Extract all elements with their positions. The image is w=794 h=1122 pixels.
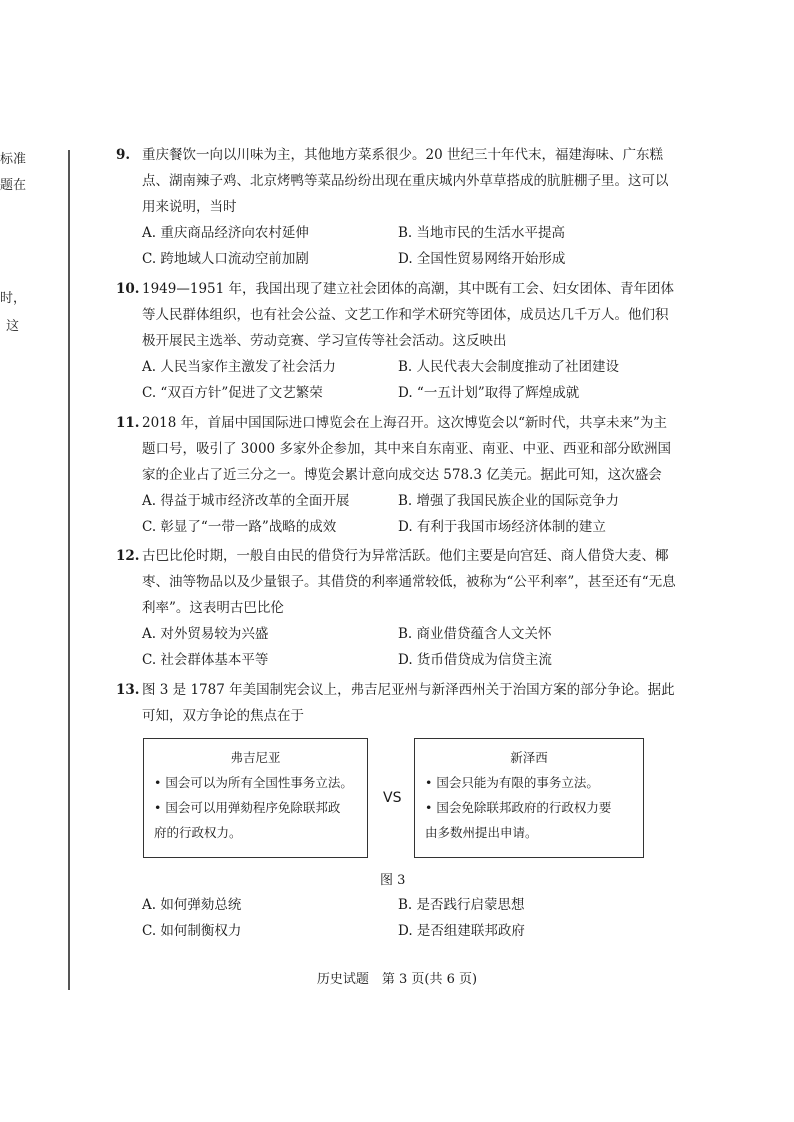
question-11 — [118, 410, 678, 540]
option-d[interactable]: D. 有利于我国市场经济体制的建立 — [398, 519, 606, 535]
option-d[interactable]: D. 是否组建联邦政府 — [398, 923, 525, 939]
question-stem: 古巴比伦时期，一般自由民的借贷行为异常活跃。他们主要是向宫廷、商人借贷大麦、椰枣、油等物品以及少量银子。其借贷的利率通常较低，被称为“公平利率”，甚至还有“无息利率”。这表明古巴比伦 — [142, 548, 676, 616]
question-9 — [118, 142, 678, 272]
box-item: • 国会只能为有限的事务立法。 — [425, 775, 599, 790]
question-number: 12. — [116, 548, 140, 564]
option-a[interactable]: A. 重庆商品经济向农村延伸 — [142, 225, 309, 241]
option-a[interactable]: A. 得益于城市经济改革的全面开展 — [142, 493, 350, 509]
option-a[interactable]: A. 对外贸易较为兴盛 — [142, 626, 269, 642]
option-b[interactable]: B. 增强了我国民族企业的国际竞争力 — [398, 493, 620, 509]
question-number: 13. — [116, 682, 140, 698]
page-footer: 历史试题 第 3 页(共 6 页) — [316, 972, 478, 987]
option-c[interactable]: C. 社会群体基本平等 — [142, 652, 269, 668]
option-b[interactable]: B. 商业借贷蕴含人文关怀 — [398, 626, 552, 642]
option-c[interactable]: C. 彰显了“一带一路”战略的成效 — [142, 519, 337, 535]
option-d[interactable]: D. “一五计划”取得了辉煌成就 — [398, 385, 580, 401]
box-item: • 国会可以为所有全国性事务立法。 — [154, 775, 353, 790]
new-jersey-plan-box — [414, 738, 644, 858]
virginia-plan-box — [143, 738, 368, 858]
question-10 — [118, 276, 678, 406]
question-number: 9. — [116, 147, 131, 163]
option-b[interactable]: B. 当地市民的生活水平提高 — [398, 225, 566, 241]
question-stem: 图 3 是 1787 年美国制宪会议上，弗吉尼亚州与新泽西州关于治国方案的部分争论。据此可知，双方争论的焦点在于 — [142, 682, 675, 724]
binding-line — [68, 150, 70, 990]
question-number: 10. — [116, 281, 140, 297]
box-item: 由多数州提出申请。 — [425, 825, 538, 840]
margin-fragment: 这 — [6, 319, 20, 334]
option-c[interactable]: C. 跨地域人口流动空前加剧 — [142, 251, 309, 267]
question-stem: 2018 年，首届中国国际进口博览会在上海召开。这次博览会以“新时代，共享未来”为主题口号，吸引了 3000 多家外企参加，其中来自东南亚、南亚、中亚、西亚和部分欧洲国家的企业占了近三分之一。博览会累计意向成交达 578.3 亿美元。据此可知，这次盛会 — [142, 415, 671, 483]
option-b[interactable]: B. 人民代表大会制度推动了社团建设 — [398, 359, 620, 375]
box-item: • 国会可以用弹劾程序免除联邦政 — [154, 800, 341, 815]
box-title: 新泽西 — [510, 750, 548, 765]
question-stem: 重庆餐饮一向以川味为主，其他地方菜系很少。20 世纪三十年代末，福建海味、广东糕点、湖南辣子鸡、北京烤鸭等菜品纷纷出现在重庆城内外草草搭成的肮脏棚子里。这可以用来说明，当时 — [142, 147, 669, 215]
question-13 — [118, 677, 678, 729]
option-c[interactable]: C. 如何制衡权力 — [142, 923, 242, 939]
figure-caption: 图 3 — [380, 873, 406, 888]
question-13-options — [118, 892, 678, 944]
option-c[interactable]: C. “双百方针”促进了文艺繁荣 — [142, 385, 323, 401]
question-12 — [118, 543, 678, 673]
box-item: 府的行政权力。 — [154, 825, 242, 840]
margin-fragment: 标准 — [0, 152, 27, 167]
question-stem: 1949—1951 年，我国出现了建立社会团体的高潮，其中既有工会、妇女团体、青年团体等人民群体组织，也有社会公益、文艺工作和学术研究等团体，成员达几千万人。他们积极开展民主选举、劳动竞赛、学习宣传等社会活动。这反映出 — [142, 281, 675, 349]
box-title: 弗吉尼亚 — [230, 750, 281, 765]
question-number: 11. — [116, 415, 140, 431]
option-a[interactable]: A. 如何弹劾总统 — [142, 897, 242, 913]
option-b[interactable]: B. 是否践行启蒙思想 — [398, 897, 525, 913]
box-item: • 国会免除联邦政府的行政权力要 — [425, 800, 612, 815]
option-d[interactable]: D. 货币借贷成为信贷主流 — [398, 652, 552, 668]
option-d[interactable]: D. 全国性贸易网络开始形成 — [398, 251, 566, 267]
option-a[interactable]: A. 人民当家作主激发了社会活力 — [142, 359, 336, 375]
margin-fragment: 时， — [0, 291, 27, 306]
vs-label: VS — [383, 790, 402, 806]
margin-fragment: 题在 — [0, 178, 27, 193]
